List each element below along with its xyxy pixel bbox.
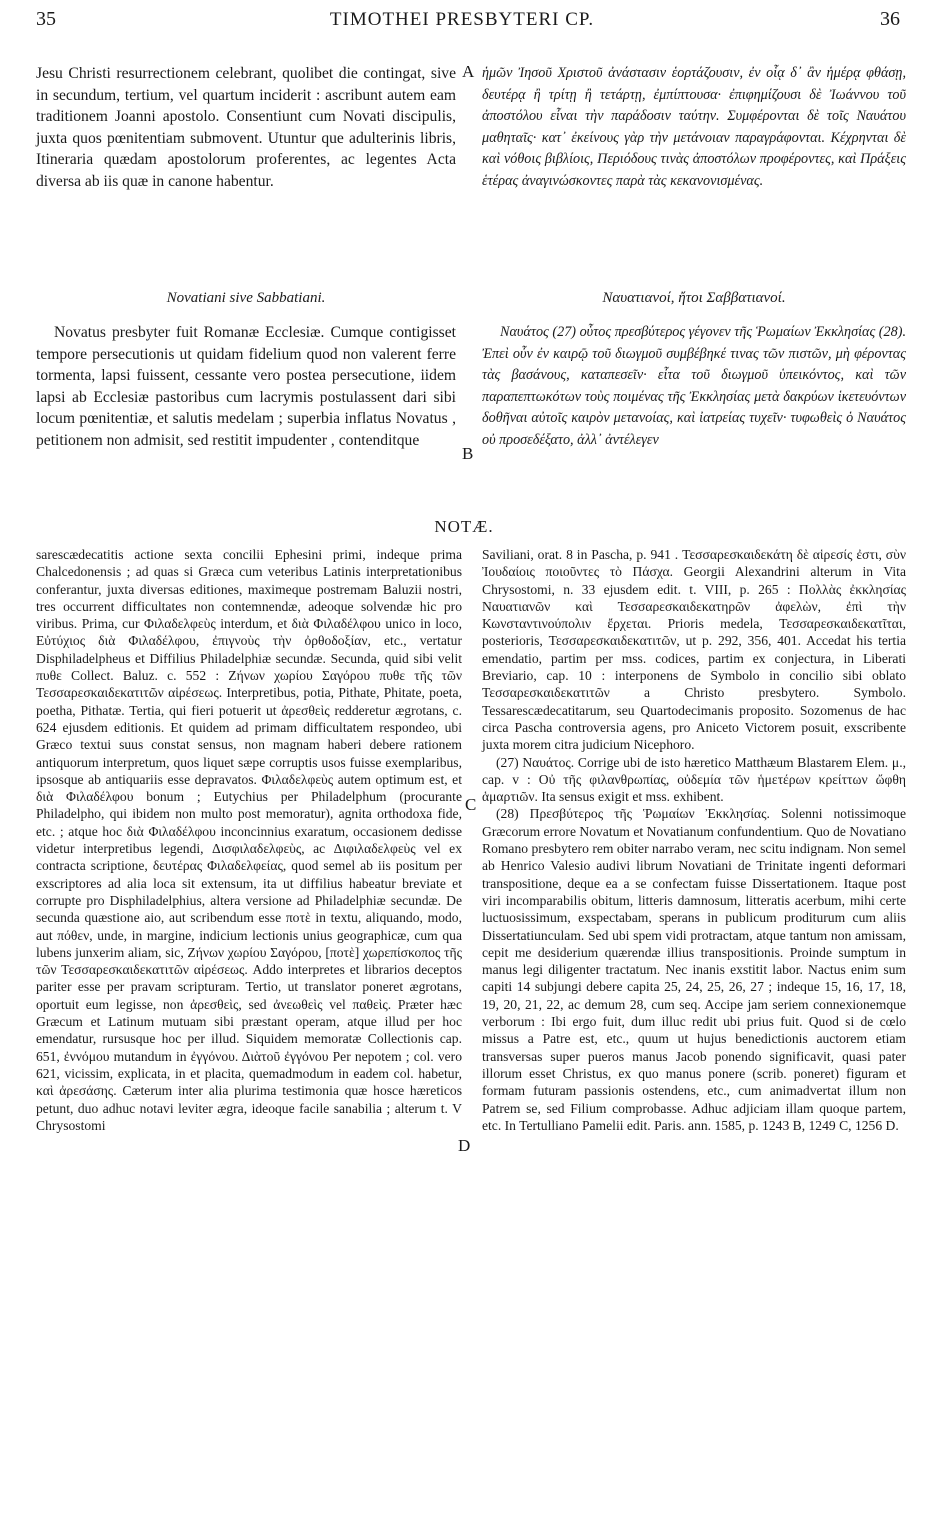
margin-letter-c: C	[465, 795, 477, 814]
latin-novatus-column	[36, 322, 456, 514]
note-27: (27) Ναυάτος. Corrige ubi de isto hæretico Matthæum Blastarem Elem. μ., cap. v : Οὐ τῆς φιλανθρωπίας, οὐδεμία τῶν ἡμετέρων κρείττων ὤφθη ἁμαρτιῶν. Ita sensus exigit et mss. exhibent.	[482, 754, 906, 805]
notes-heading: NOTÆ.	[434, 517, 494, 536]
page-number-left: 35	[36, 8, 56, 30]
greek-section-heading: Ναυατιανοί, ἤτοι Σαββατιανοί.	[602, 290, 786, 306]
latin-intro-paragraph: Jesu Christi resurrectionem celebrant, quolibet die contingat, sive in secundum, tertium, vel quartum inciderit : ascribunt autem eam traditionem Joanni apostolo. Consentiunt cum Novati discipulis, juxta quos pœnitentiam submovent. Utuntur que adulterinis libris, Itineraria quædam apostolorum proferentes, ac legentes Acta diversa ab iis quæ in canone habentur.	[36, 65, 456, 190]
greek-intro-paragraph: ἡμῶν Ἰησοῦ Χριστοῦ ἀνάστασιν ἑορτάζουσιν, ἐν οἷᾳ δ᾽ ἂν ἡμέρᾳ φθάσῃ, δευτέρᾳ ἢ τρίτῃ ἢ τετάρτῃ, ἐμπίπτουσα· ἐπιφημίζουσι δὲ Ἰωάννου τοῦ ἀποστόλου εἶναι τὴν παράδοσιν ταύτην. Συμφέρονται δὲ τοῖς Ναυάτου μαθηταῖς· κατ᾽ ἐκείνους γὰρ τὴν μετάνοιαν παραγράφονται. Κέχρηνται δὲ καὶ νόθοις βιβλίοις, Περιόδους τινὰς ἀποστόλων προφέροντες, καὶ Πράξεις ἑτέρας ἀναγινώσκοντες παρὰ τὰς κεκανονισμένας.	[482, 65, 906, 189]
latin-novatus-paragraph: Novatus presbyter fuit Romanæ Ecclesiæ. Cumque contigisset tempore persecutionis ut quidam fidelium quod non valerent ferre tormenta, lapsi fuissent, cessante vero postea persecutione, iidem lapsi ab Ecclesiæ pastoribus cum lacrymis postulassent dari sibi locum pœnitentiæ, et salutis medelam ; superbia inflatus Novatus , petitionem non admisit, sed restitit impudenter , contenditque	[36, 324, 456, 449]
greek-intro-column	[482, 63, 906, 283]
running-title: TIMOTHEI PRESBYTERI CP.	[329, 9, 595, 30]
greek-novatus-paragraph: Ναυάτος (27) οὗτος πρεσβύτερος γέγονεν τῆς Ῥωμαίων Ἐκκλησίας (28). Ἐπεὶ οὖν ἐν καιρῷ τοῦ διωγμοῦ συμβέβηκέ τινας τῶν πιστῶν, μὴ φέροντας τὰς βασάνους, καταπεσεῖν· εἶτα τοῦ διωγμοῦ ὑπεικόντος, καὶ τῶν παραπεπτωκότων τοὺς ποιμένας τῆς Ἐκκλησίας μετὰ δακρύων ἱκετευόντων δοθῆναι αὐτοῖς καιρὸν μετανοίας, καὶ ἰατρείας τυχεῖν· τυφωθεὶς ὁ Ναυάτος οὐ προσεδέξατο, ἀλλ᾽ ἀντέλεγεν	[482, 324, 906, 448]
greek-novatus-column	[482, 322, 906, 514]
margin-letter-b: B	[462, 444, 474, 463]
page-number-right: 36	[880, 8, 900, 30]
note-28: (28) Πρεσβύτερος τῆς Ῥωμαίων Ἐκκλησίας. Solenni notissimoque Græcorum errore Novatum et Novatianum confundentium. Quo de Novatiano Romano presbytero rem obiter narrabo veram, nec scitu indignam. Non semel ab Henrico Valesio audivi librum Novatiani de Trinitate ingenti deformari transpositione, deque ea a se confectam fuisse Dissertationem. Itaque post viri incomparabilis obitum, litteris damnosum, litteratis acerbum, mihi certe luctuosissimum, exspectabam, sperans in publicum proditurum cum aliis Dissertatiunculam. Sed ubi spem vidi protractam, atque tantum non amissam, cepit me desiderium quærendæ illius transpositionis. Proinde sumptum in manus legi diligenter tractatum. Nec inanis exstitit labor. Nactus enim sum capiti 14 subjungi debere capita 25, 24, 25, 26, 27 ; indeque 15, 16, 17, 18, 19, 20, 21, 22, ac demum 28, cum seq. Accipe jam seriem connexionemque verborum : Ibi ergo fuit, dum illuc redit ubi prius fuit. Quod si de cœlo missus a Patre est, etc., quum ut hujus benedictionis auctorem etiam transversas super pueros manus Jacob ponendo significavit, quasi pater illorum esset Christus, ex quo manus ponere (scrib. poneret) figuram et formam futuram passionis ostendens, etc., cum animadvertat illum non Patrem se, sed Filium comprobasse. Adhuc adjiciam illam quoque partem, etc. In Tertulliano Pamelii edit. Paris. ann. 1585, p. 1243 B, 1249 C, 1256 D.	[482, 806, 906, 1133]
margin-letter-a: A	[462, 62, 475, 81]
notes-right-column	[482, 546, 906, 1526]
running-header	[24, 6, 900, 34]
latin-section-heading: Novatiani sive Sabbatiani.	[166, 290, 326, 306]
margin-letter-d: D	[458, 1136, 471, 1155]
latin-intro-column	[36, 63, 456, 263]
notes-left-column	[36, 546, 462, 1526]
note-text-right-1: Saviliani, orat. 8 in Pascha, p. 941 . Τεσσαρεσκαιδεκάτη δὲ αἱρεσίς ἐστι, σὺν Ἰουδαίοις ποιοῦντες τὸ Πάσχα. Georgii Alexandrini alterum in Vita Chrysostomi, n. 33 ejusdem edit. t. VIII, p. 265 : Πολλὰς ἐκκλησίας Ναυατιανῶν καὶ Τεσσαρεσκαιδεκατηρῶν ἀφελὼν, ἐπὶ τὴν Κωνσταντινούπολιν ἔρχεται. Prioris medela, Τεσσαρεσκαιδεκατῖται, posterioris, Τεσσαρεσκαιδεκατιτῶν, ut p. 292, 356, 401. Accedat his tertia emendatio, partim per mss. codices, partim ex conjectura, in Liberati Breviario, cap. 10 : interponens de Symbolo in concilio sibi oblato Τεσσαρεσκαιδεκατιτῶν a Christo presbytero. Symbolo. Tessarescædecatitarum, seu Quartodecimanis proposito. Sozomenus de hac circa Paschа controversia agens, pro Aniceto Victorem posuit, exscribente juxta morem citra judicium Nicephoro.	[482, 547, 906, 753]
note-text-left: sarescædecatitis actione sexta concilii Ephesini primi, indeque prima Chalcedonensis ; ad quas si Græca cum veteribus Latinis interpretationibus conferantur, juxta diversas editiones, maximeque postremam Baluzii nostri, tres occurrent difficultates non contemnendæ, adeoque solvendæ hic pro viribus. Prima, cur Φιλαδελφεὺς interdum, et διὰ Φιλαδέλφου unico in loco, Εὐτύχιος διὰ Φιλαδέλφου, ἐπιγνοὺς τὴν ὀρθοδοξίαν, etc., vertatur Disphiladelpheus et Diffilius Philadelphiæ secundæ. Secunda, quid sibi velit πυθε Collect. Baluz. c. 552 : Ζήνων χωρίου Σαγόρου πυθε τῆς τῶν Τεσσαρεσκαιδεκατιτῶν αἱρέσεως. Interpretibus, potia, Pithate, Phitate, poeta, poetha, Pithatæ. Tertia, qui fieri potuerit ut ἀρεσθεὶς redderetur ægrotans, c. 624 ejusdem editionis. Et quidem ad primam difficultatem respondeo, ubi Græco textui suus constat sensus, non magnam haberi debere rationem antiquorum interpretum, quos liquet sæpe corruptis usos fuisse exemplaribus, ipsosque ab antiquariis esse depravatos. Φιλαδελφεὺς autem optimum est, et διὰ Φιλαδέλφου bonum ; Eutychius per Philadelphum (procurante Philadelpho, qui ibidem non multo post memoratur), agnita orthodoxa fide, etc. ; atque hoc διὰ Φιλαδέλφου inconcinnius exaratum, occasionem dedisse videtur interpretibus legendi, Δισφιλαδελφεὺς, ac Διφιλαδελφεὺς vel ex contracta scriptione, δευτέρας Φιλαδελφείας, quod semel ab iis positum per exscriptores ad alia loca sit extensum, ita ut diffilius habeatur breviate et corrupte pro Disphiladelphius, altera versione ad Philadelphiæ secundæ. De secunda quæstione aio, aut scribendum esse ποτὲ in textu, aliquando, modo, aut πόθεν, unde, in margine, indicium lectionis unius geographicæ, cum qua lubens junxerim aliam, sic, Ζήνων χωρίου Σαγόρου, [ποτὲ] χωρεπίσκοπος τῆς τῶν Τεσσαρεσκαιδεκατιτῶν αἱρέσεως. Addo interpretes et librarios deceptos pariter esse per pravam scripturam. Tertio, ut translator poneret ægrotans, oportuit eum legisse, non ἀρεσθεὶς, sed ἀνεωθεὶς vel παθεὶς. Præter hæc Græcum et Latinum mutuam sibi præstant operam, atque illud per hoc emendatur, rursusque hoc per illud. Siquidem memoratæ Collectionis cap. 651, ἐννόμου mutandum in ἐγγόνου. Διὰτοῦ ἐγγόνου Per nepotem ; col. vero 621, vicissim, explicata, in et placita, quemadmodum in eadem col. habetur, καὶ ἀρεσάσης. Cæterum inter alia plurima testimonia quæ hosce hæreticos petunt, duo adhuc notavi leviter ægra, ideoque facile sanabilia ; alterum t. V Chrysostomi	[36, 547, 462, 1133]
